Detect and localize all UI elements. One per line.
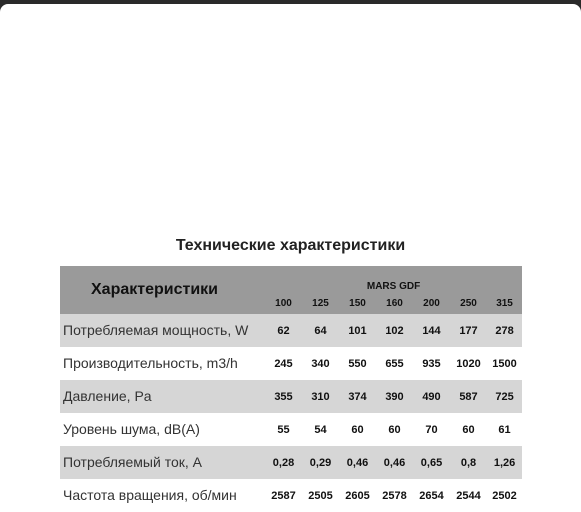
table-row (60, 479, 522, 512)
table-cell: 1500 (487, 347, 522, 380)
table-cell: 355 (265, 380, 302, 413)
table-cell: 2654 (413, 479, 450, 512)
table-cell: 490 (413, 380, 450, 413)
table-row (60, 413, 522, 446)
table-cell: 587 (450, 380, 487, 413)
table-cell: 550 (339, 347, 376, 380)
table-cell: 64 (302, 314, 339, 347)
page-title: Технические характеристики (175, 237, 406, 254)
table-cell: 0,28 (265, 446, 302, 479)
table-cell: 310 (302, 380, 339, 413)
row-label: Уровень шума, dB(A) (60, 413, 265, 446)
table-cell: 935 (413, 347, 450, 380)
table-cell: 2505 (302, 479, 339, 512)
row-label: Производительность, m3/h (60, 347, 265, 380)
table-cell: 340 (302, 347, 339, 380)
header-size: 315 (487, 292, 522, 314)
table-cell: 725 (487, 380, 522, 413)
header-size: 100 (265, 292, 302, 314)
table-cell: 55 (265, 413, 302, 446)
table-cell: 0,46 (376, 446, 413, 479)
table-row (60, 314, 522, 347)
table-cell: 390 (376, 380, 413, 413)
table-cell: 61 (487, 413, 522, 446)
specifications-table (60, 266, 522, 512)
table-cell: 60 (339, 413, 376, 446)
header-characteristics: Характеристики (60, 266, 265, 314)
table-cell: 2578 (376, 479, 413, 512)
header-size: 160 (376, 292, 413, 314)
table-cell: 144 (413, 314, 450, 347)
table-cell: 278 (487, 314, 522, 347)
table-row (60, 380, 522, 413)
table-row (60, 347, 522, 380)
table-cell: 70 (413, 413, 450, 446)
row-label: Давление, Pa (60, 380, 265, 413)
table-cell: 0,8 (450, 446, 487, 479)
table-cell: 1020 (450, 347, 487, 380)
table-cell: 60 (450, 413, 487, 446)
table-row (60, 446, 522, 479)
row-label: Потребляемая мощность, W (60, 314, 265, 347)
table-header-row (60, 266, 522, 292)
table-cell: 54 (302, 413, 339, 446)
table-cell: 0,29 (302, 446, 339, 479)
table-cell: 245 (265, 347, 302, 380)
document-page (0, 4, 581, 512)
table-cell: 102 (376, 314, 413, 347)
table-cell: 2502 (487, 479, 522, 512)
header-size: 200 (413, 292, 450, 314)
header-size: 125 (302, 292, 339, 314)
table-cell: 60 (376, 413, 413, 446)
table-cell: 0,46 (339, 446, 376, 479)
table-cell: 101 (339, 314, 376, 347)
table-cell: 374 (339, 380, 376, 413)
table-cell: 0,65 (413, 446, 450, 479)
header-size: 150 (339, 292, 376, 314)
table-cell: 655 (376, 347, 413, 380)
header-model: MARS GDF (265, 266, 522, 292)
table-cell: 2605 (339, 479, 376, 512)
table-cell: 1,26 (487, 446, 522, 479)
row-label: Частота вращения, об/мин (60, 479, 265, 512)
row-label: Потребляемый ток, A (60, 446, 265, 479)
table-cell: 2544 (450, 479, 487, 512)
table-cell: 2587 (265, 479, 302, 512)
table-cell: 62 (265, 314, 302, 347)
header-size: 250 (450, 292, 487, 314)
table-cell: 177 (450, 314, 487, 347)
